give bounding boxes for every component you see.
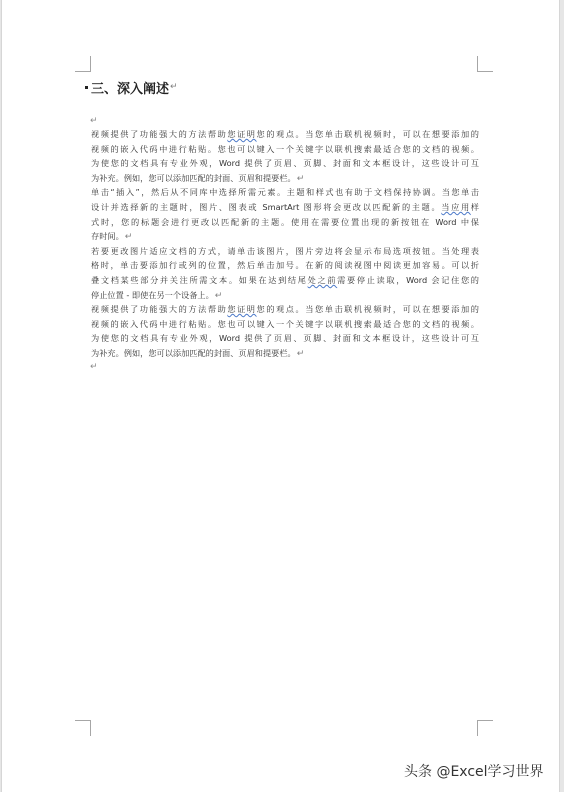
text-run: 需要停止读取，Word 会记住您的 [337, 274, 479, 285]
watermark-logo: 头条 @Excel学习世界 [404, 764, 544, 780]
text-run: 样 [470, 201, 479, 212]
paragraph-mark: ↵ [296, 348, 305, 359]
paragraph-mark: ↵ [124, 232, 133, 243]
text-run: 视频提供了功能强大的方法帮助 [91, 304, 228, 315]
text-line [91, 317, 479, 332]
text-line [91, 346, 479, 361]
spellcheck-underlined-text: 当应用 [441, 201, 471, 212]
body-paragraph [91, 244, 479, 302]
text-line [91, 273, 479, 288]
text-line [91, 156, 479, 171]
margin-corner-top-left [75, 56, 91, 72]
text-run: 您的观点。当您单击联机视频时，可以在想要添加的 [256, 129, 479, 139]
paragraph-mark: ↵ [296, 173, 305, 184]
text-run: 格时，单击要添加行或列的位置，然后单击加号。在新的阅读视图中阅读更加容易。可以折 [91, 260, 479, 271]
text-run: 为补充。例如，您可以添加匹配的封面、页眉和提要栏。 [91, 347, 296, 358]
text-line [91, 288, 479, 303]
margin-corner-bottom-left [75, 720, 91, 736]
text-line [91, 200, 479, 215]
paragraph-mark: ↵ [214, 290, 223, 301]
text-run: 为使您的文档具有专业外观，Word 提供了页眉、页脚、封面和文本框设计，这些设计可互 [91, 333, 479, 344]
text-run: 存时间。 [91, 231, 124, 242]
paragraph-mark: ↵ [170, 82, 178, 92]
margin-corner-bottom-right [477, 720, 493, 736]
text-line [91, 142, 479, 157]
spellcheck-underlined-text: 您证明 [227, 129, 257, 139]
text-line [91, 244, 479, 259]
text-run: 设计并选择新的主题时，图片、图表或 SmartArt 图形将会更改以匹配新的主题。 [91, 201, 442, 212]
text-run: 式时，您的标题会进行更改以匹配新的主题。使用在需要位置出现的新按钮在 Word 中保 [91, 216, 479, 227]
heading-text: 三、深入阐述 [91, 81, 170, 97]
text-line [91, 229, 479, 244]
text-line [91, 127, 479, 142]
text-run: 视频提供了功能强大的方法帮助 [91, 129, 228, 139]
text-run: 停止位置 - 即使在另一个设备上。 [91, 289, 214, 300]
body-paragraph [91, 127, 479, 185]
margin-corner-top-right [477, 56, 493, 72]
text-line [91, 331, 479, 346]
empty-paragraph-mark: ↵ [90, 116, 98, 126]
spellcheck-underlined-text: 您证明 [227, 304, 257, 315]
text-line [91, 171, 479, 186]
text-run: 若要更改图片适应文档的方式，请单击该图片，图片旁边将会显示布局选项按钮。当处理表 [91, 245, 479, 256]
text-run: 为补充。例如，您可以添加匹配的封面、页眉和提要栏。 [91, 172, 296, 183]
text-run: 视频的嵌入代码中进行粘贴。您也可以键入一个关键字以联机搜索最适合您的文档的视频。 [91, 318, 479, 329]
text-line [91, 215, 479, 230]
heading-bullet [85, 86, 88, 89]
text-line [91, 302, 479, 317]
text-run: 您的观点。当您单击联机视频时，可以在想要添加的 [256, 304, 479, 315]
text-run: 为使您的文档具有专业外观，Word 提供了页眉、页脚、封面和文本框设计，这些设计可互 [91, 158, 479, 169]
body-paragraph [91, 302, 479, 360]
empty-paragraph-mark: ↵ [90, 362, 98, 372]
body-text[interactable] [91, 127, 479, 361]
document-page[interactable] [1, 0, 560, 792]
body-paragraph [91, 185, 479, 243]
text-run: 视频的嵌入代码中进行粘贴。您也可以键入一个关键字以联机搜索最适合您的文档的视频。 [91, 143, 479, 154]
text-line [91, 258, 479, 273]
spellcheck-underlined-text: 处之前 [307, 274, 338, 285]
text-run: 单击“插入”，然后从不同库中选择所需元素。主题和样式也有助于文档保持协调。当您单击 [91, 187, 479, 198]
text-line [91, 185, 479, 200]
text-run: 叠文档某些部分并关注所需文本。如果在达到结尾 [91, 274, 308, 285]
section-heading[interactable] [85, 77, 178, 97]
